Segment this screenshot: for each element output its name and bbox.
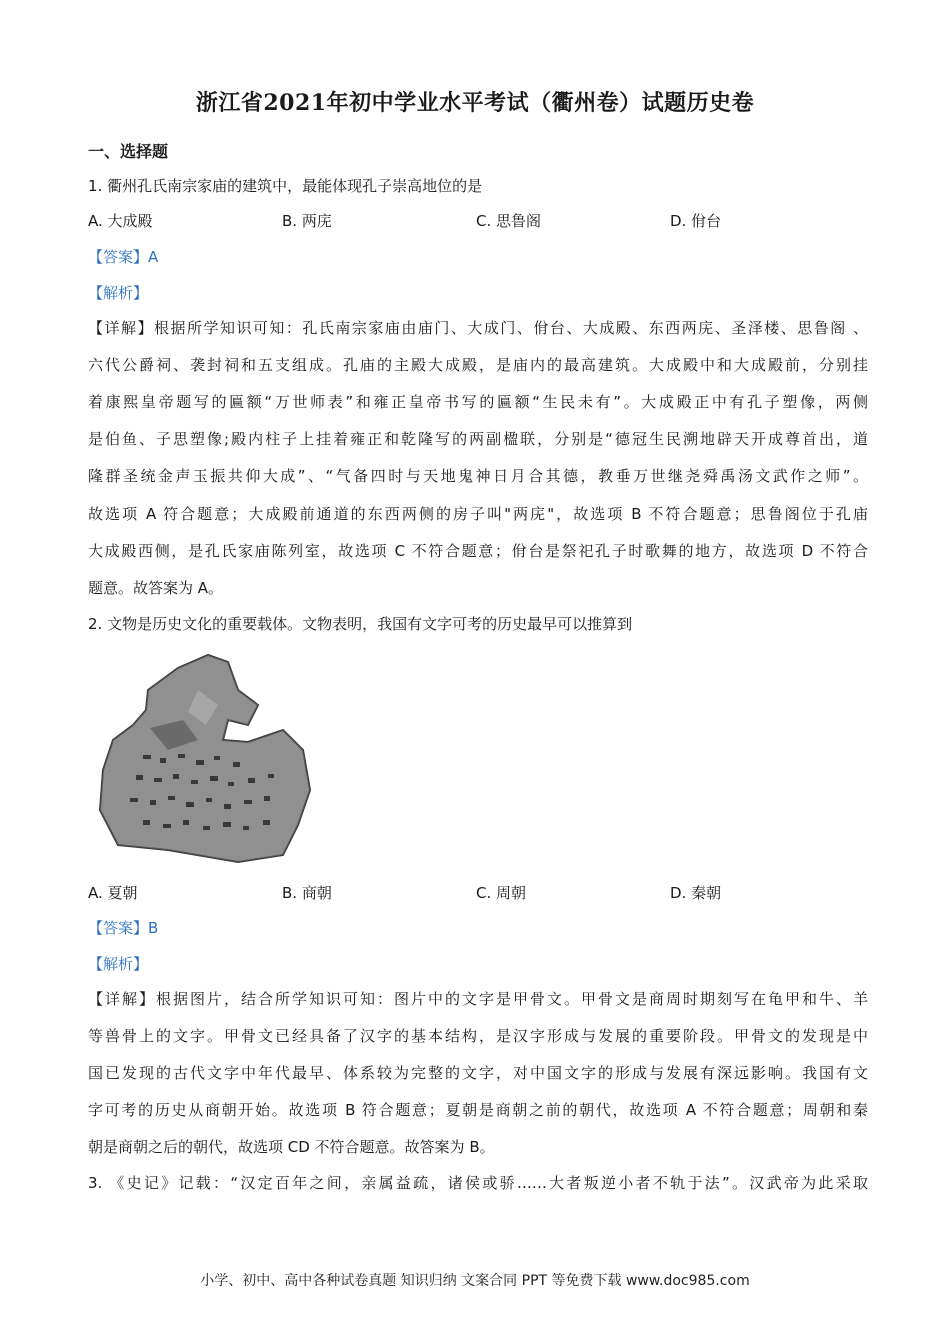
q2-option-d: D. 秦朝 [670,884,722,902]
question-3-stem: 3. 《史记》记载：“汉定百年之间，亲属益疏，诸侯或骄……大者叛逆小者不轨于法”。汉武帝为此采取 [88,1174,868,1192]
q1-detail-line: 是伯鱼、子思塑像;殿内柱子上挂着雍正和乾隆写的两副楹联，分别是“德冠生民溯地辟天开成尊首出，道 [88,430,868,448]
question-2-stem: 2. 文物是历史文化的重要载体。文物表明，我国有文字可考的历史最早可以推算到 [88,615,633,633]
q1-detail-line: 六代公爵祠、袭封祠和五支组成。孔庙的主殿大成殿，是庙内的最高建筑。大成殿中和大成殿前，分别挂 [88,356,868,374]
q1-option-d: D. 佾台 [670,212,722,230]
q2-detail-line: 朝是商朝之后的朝代，故选项 CD 不符合题意。故答案为 B。 [88,1138,495,1156]
q1-detail-line: 着康熙皇帝题写的匾额“万世师表”和雍正皇帝书写的匾额“生民未有”。大成殿正中有孔子塑像，两侧 [88,393,868,411]
q1-analysis-label: 【解析】 [88,284,149,302]
q2-detail-line: 【详解】根据图片，结合所学知识可知：图片中的文字是甲骨文。甲骨文是商周时期刻写在龟甲和牛、羊 [88,990,868,1008]
q1-option-c: C. 思鲁阁 [476,212,542,230]
q1-option-b: B. 两庑 [282,212,332,230]
q1-detail-line: 【详解】根据所学知识可知：孔氏南宗家庙由庙门、大成门、佾台、大成殿、东西两庑、圣泽楼、思鲁阁 、 [88,319,868,337]
section-heading: 一、选择题 [88,142,169,161]
q2-option-b: B. 商朝 [282,884,332,902]
q1-answer: 【答案】A [88,248,159,266]
oracle-bone-image [88,650,318,865]
q2-answer: 【答案】B [88,919,159,937]
q2-option-a: A. 夏朝 [88,884,138,902]
q1-detail-line: 大成殿西侧，是孔氏家庙陈列室，故选项 C 不符合题意；佾台是祭祀孔子时歌舞的地方，故选项 D 不符合 [88,542,868,560]
q1-option-a: A. 大成殿 [88,212,153,230]
q1-detail-line: 隆群圣统金声玉振共仰大成”、“气备四时与天地鬼神日月合其德，教垂万世继尧舜禹汤文武作之师”。 [88,467,868,485]
q1-detail-line: 故选项 A 符合题意；大成殿前通道的东西两侧的房子叫"两庑"，故选项 B 不符合题意；思鲁阁位于孔庙 [88,505,868,523]
q2-detail-line: 等兽骨上的文字。甲骨文已经具备了汉字的基本结构，是汉字形成与发展的重要阶段。甲骨文的发现是中 [88,1027,868,1045]
q1-detail-line: 题意。故答案为 A。 [88,579,224,597]
q2-detail-line: 字可考的历史从商朝开始。故选项 B 符合题意；夏朝是商朝之前的朝代，故选项 A 不符合题意；周朝和秦 [88,1101,868,1119]
page-footer: 小学、初中、高中各种试卷真题 知识归纳 文案合同 PPT 等免费下载 www.doc985.com [200,1273,750,1289]
q2-detail-line: 国已发现的古代文字中年代最早、体系较为完整的文字，对中国文字的形成与发展有深远影响。我国有文 [88,1064,868,1082]
page-title: 浙江省2021年初中学业水平考试（衢州卷）试题历史卷 [195,90,755,116]
q2-analysis-label: 【解析】 [88,955,149,973]
question-1-stem: 1. 衢州孔氏南宗家庙的建筑中，最能体现孔子崇高地位的是 [88,177,483,195]
q2-option-c: C. 周朝 [476,884,527,902]
